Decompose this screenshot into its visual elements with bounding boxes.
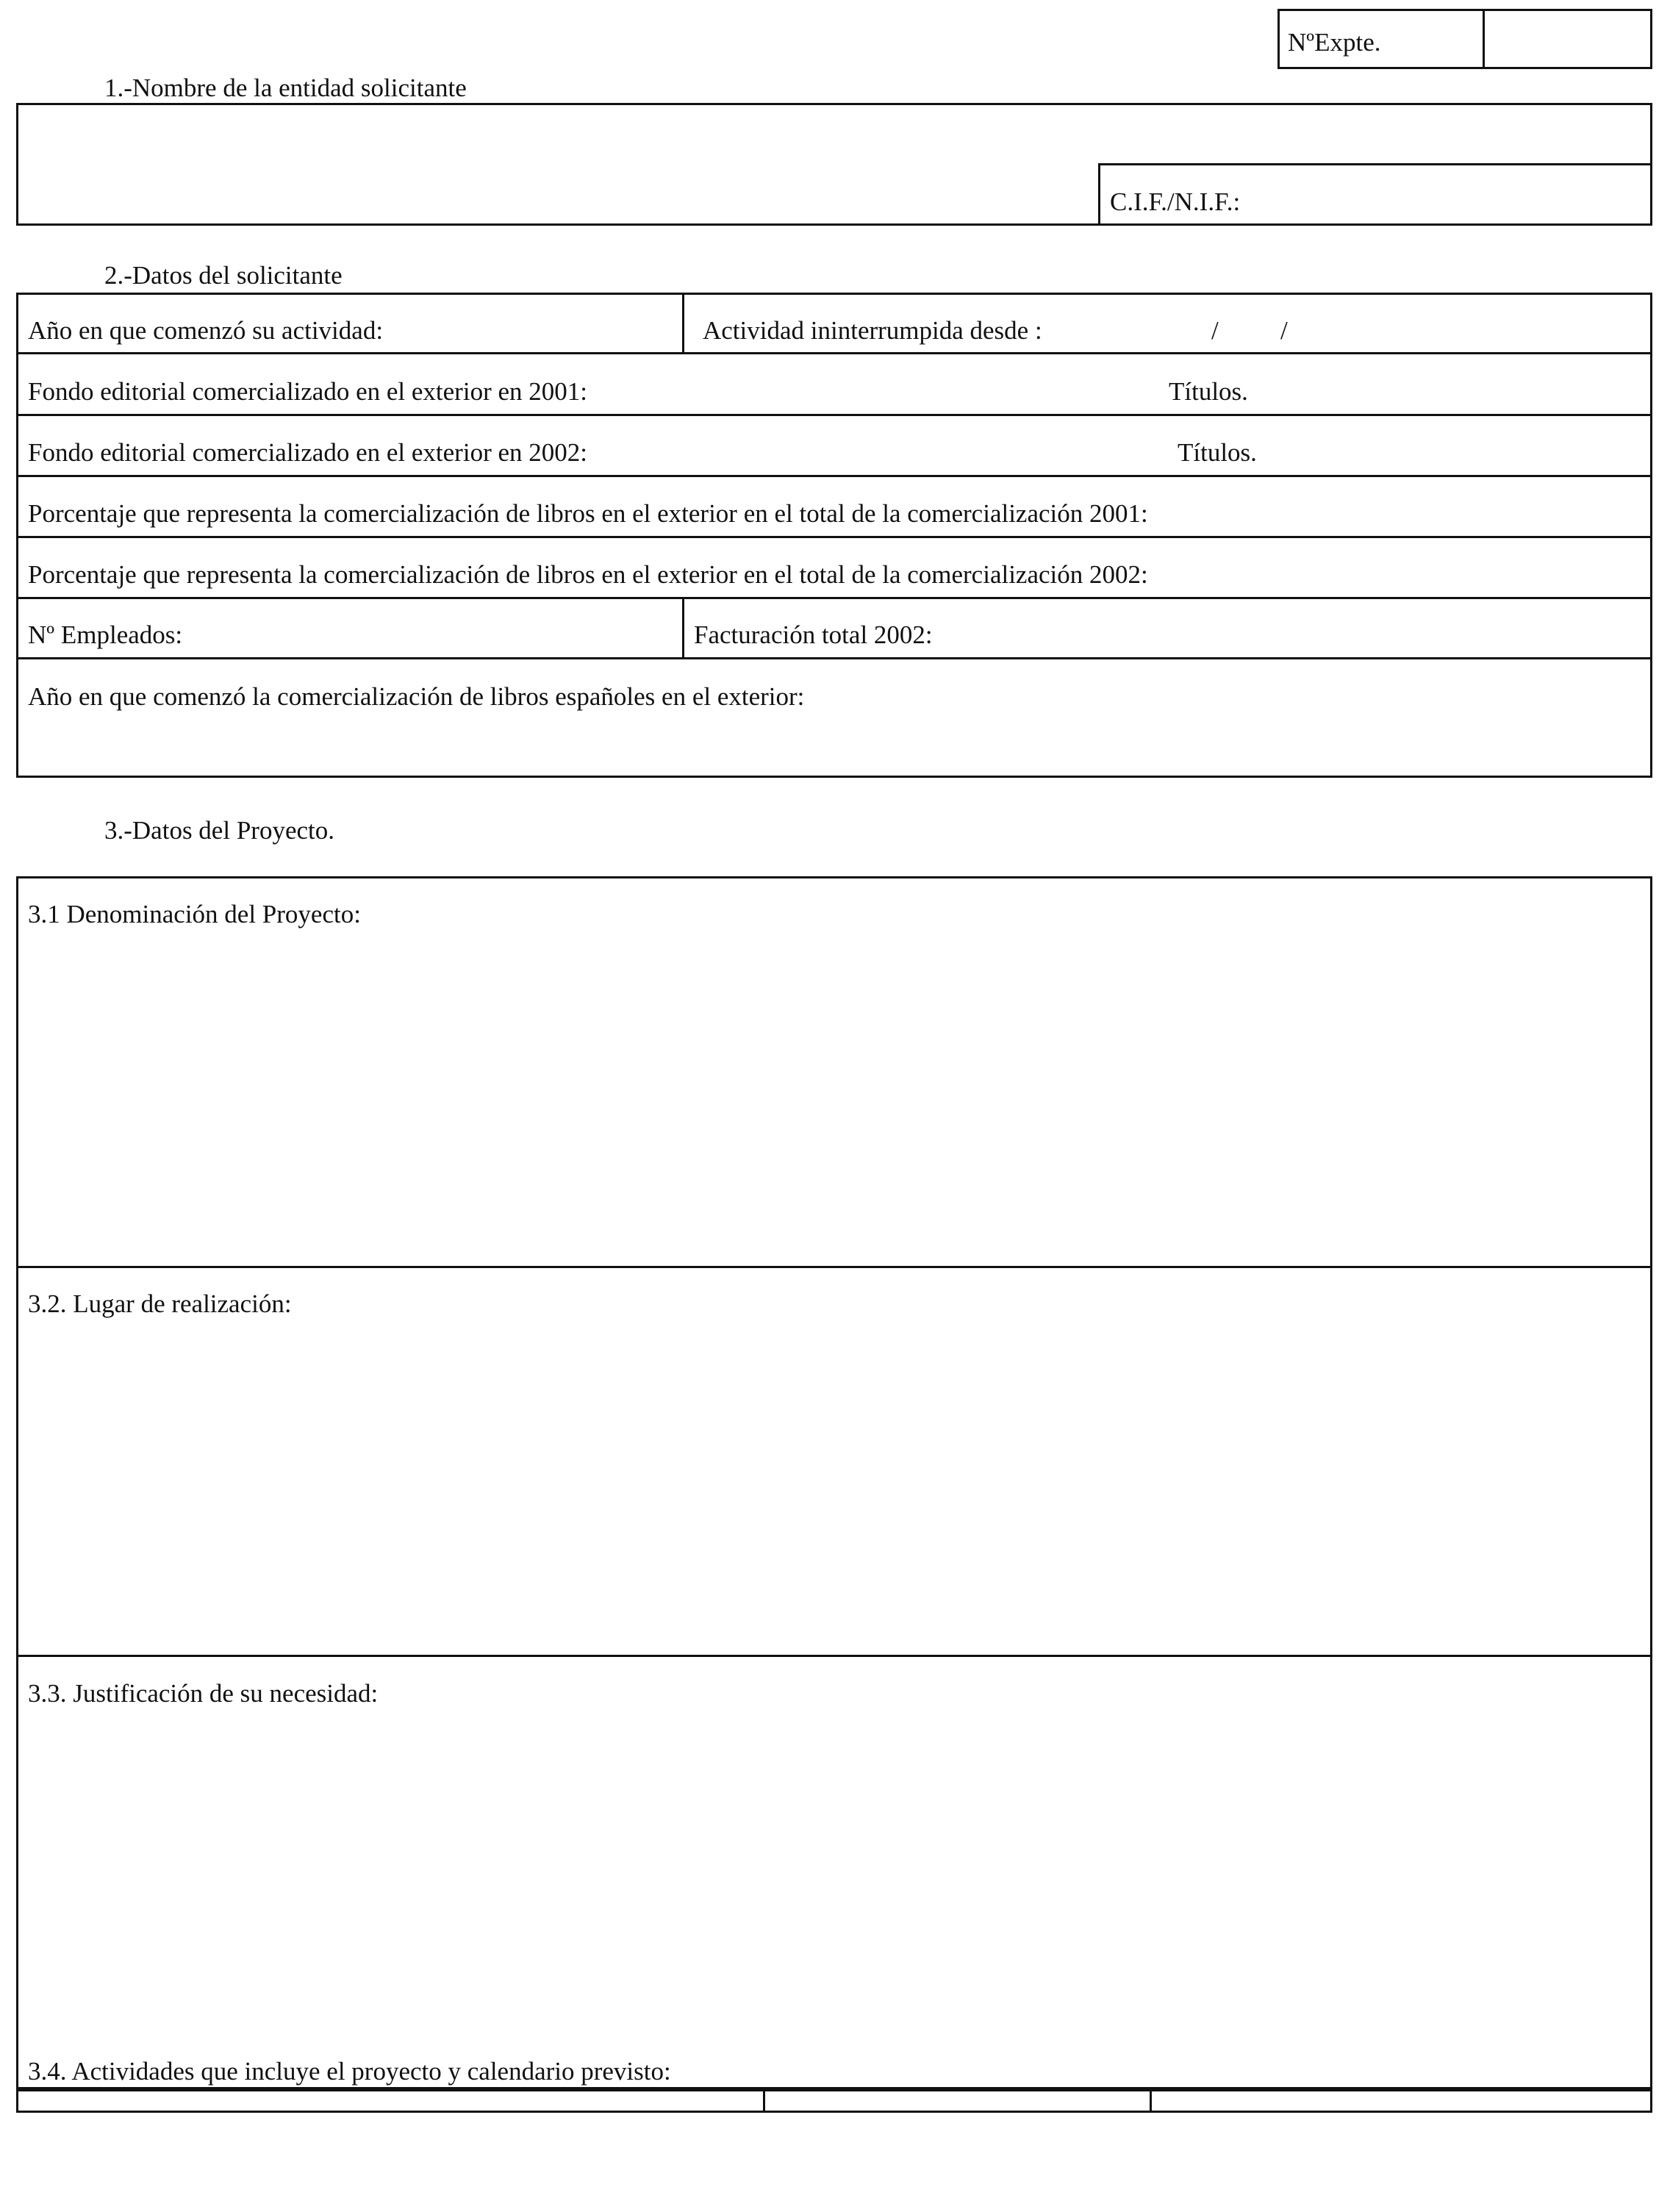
fondo-2002-label: Fondo editorial comercializado en el exterior en 2002: [28, 438, 587, 467]
row-divider [16, 597, 1652, 599]
table-bottom-border [16, 2111, 1652, 2113]
entity-name-field[interactable] [21, 107, 1094, 221]
section-divider [16, 1655, 1652, 1657]
section1-heading: 1.-Nombre de la entidad solicitante [104, 74, 467, 102]
lugar-label: 3.2. Lugar de realización: [28, 1289, 292, 1318]
row-divider [16, 536, 1652, 538]
cif-top-border [1098, 163, 1652, 165]
fondo-2001-label: Fondo editorial comercializado en el exterior en 2001: [28, 377, 587, 406]
section-divider [16, 2089, 1652, 2091]
porcentaje-2001-label: Porcentaje que representa la comercialización de libros en el exterior en el total de la comercialización 2001: [28, 499, 1148, 528]
row-divider [16, 657, 1652, 659]
column-divider [1150, 2089, 1152, 2113]
justificacion-label: 3.3. Justificación de su necesidad: [28, 1679, 379, 1708]
cif-left-border [1098, 163, 1100, 226]
denominacion-label: 3.1 Denominación del Proyecto: [28, 900, 361, 928]
column-divider [16, 2089, 18, 2113]
porcentaje-2002-label: Porcentaje que representa la comercialización de libros en el exterior en el total de la comercialización 2002: [28, 560, 1148, 589]
proyecto-table [16, 876, 1652, 2089]
column-divider [682, 293, 684, 354]
date-separator: / [1211, 316, 1219, 345]
column-divider [1650, 2089, 1652, 2113]
row-divider [16, 475, 1652, 477]
titulos-2002-label: Títulos. [1178, 438, 1257, 467]
column-divider [682, 597, 684, 659]
empleados-label: Nº Empleados: [28, 620, 183, 649]
anio-comercializacion-label: Año en que comenzó la comercialización de libros españoles en el exterior: [28, 682, 805, 711]
section2-heading: 2.-Datos del solicitante [104, 261, 343, 290]
section-divider [16, 1266, 1652, 1268]
titulos-2001-label: Títulos. [1169, 377, 1248, 406]
expediente-field[interactable] [1486, 11, 1649, 67]
date-separator: / [1280, 316, 1288, 345]
actividades-label: 3.4. Actividades que incluye el proyecto y calendario previsto: [28, 2057, 671, 2086]
actividad-desde-label: Actividad ininterrumpida desde : [703, 316, 1042, 345]
anio-actividad-label: Año en que comenzó su actividad: [28, 316, 384, 345]
facturacion-label: Facturación total 2002: [694, 620, 933, 649]
cif-label: C.I.F./N.I.F.: [1110, 187, 1241, 216]
column-divider [763, 2089, 765, 2113]
expediente-divider [1483, 9, 1485, 69]
row-divider [16, 352, 1652, 354]
row-divider [16, 414, 1652, 416]
section3-heading: 3.-Datos del Proyecto. [104, 816, 334, 845]
expediente-label: NºExpte. [1288, 28, 1381, 57]
